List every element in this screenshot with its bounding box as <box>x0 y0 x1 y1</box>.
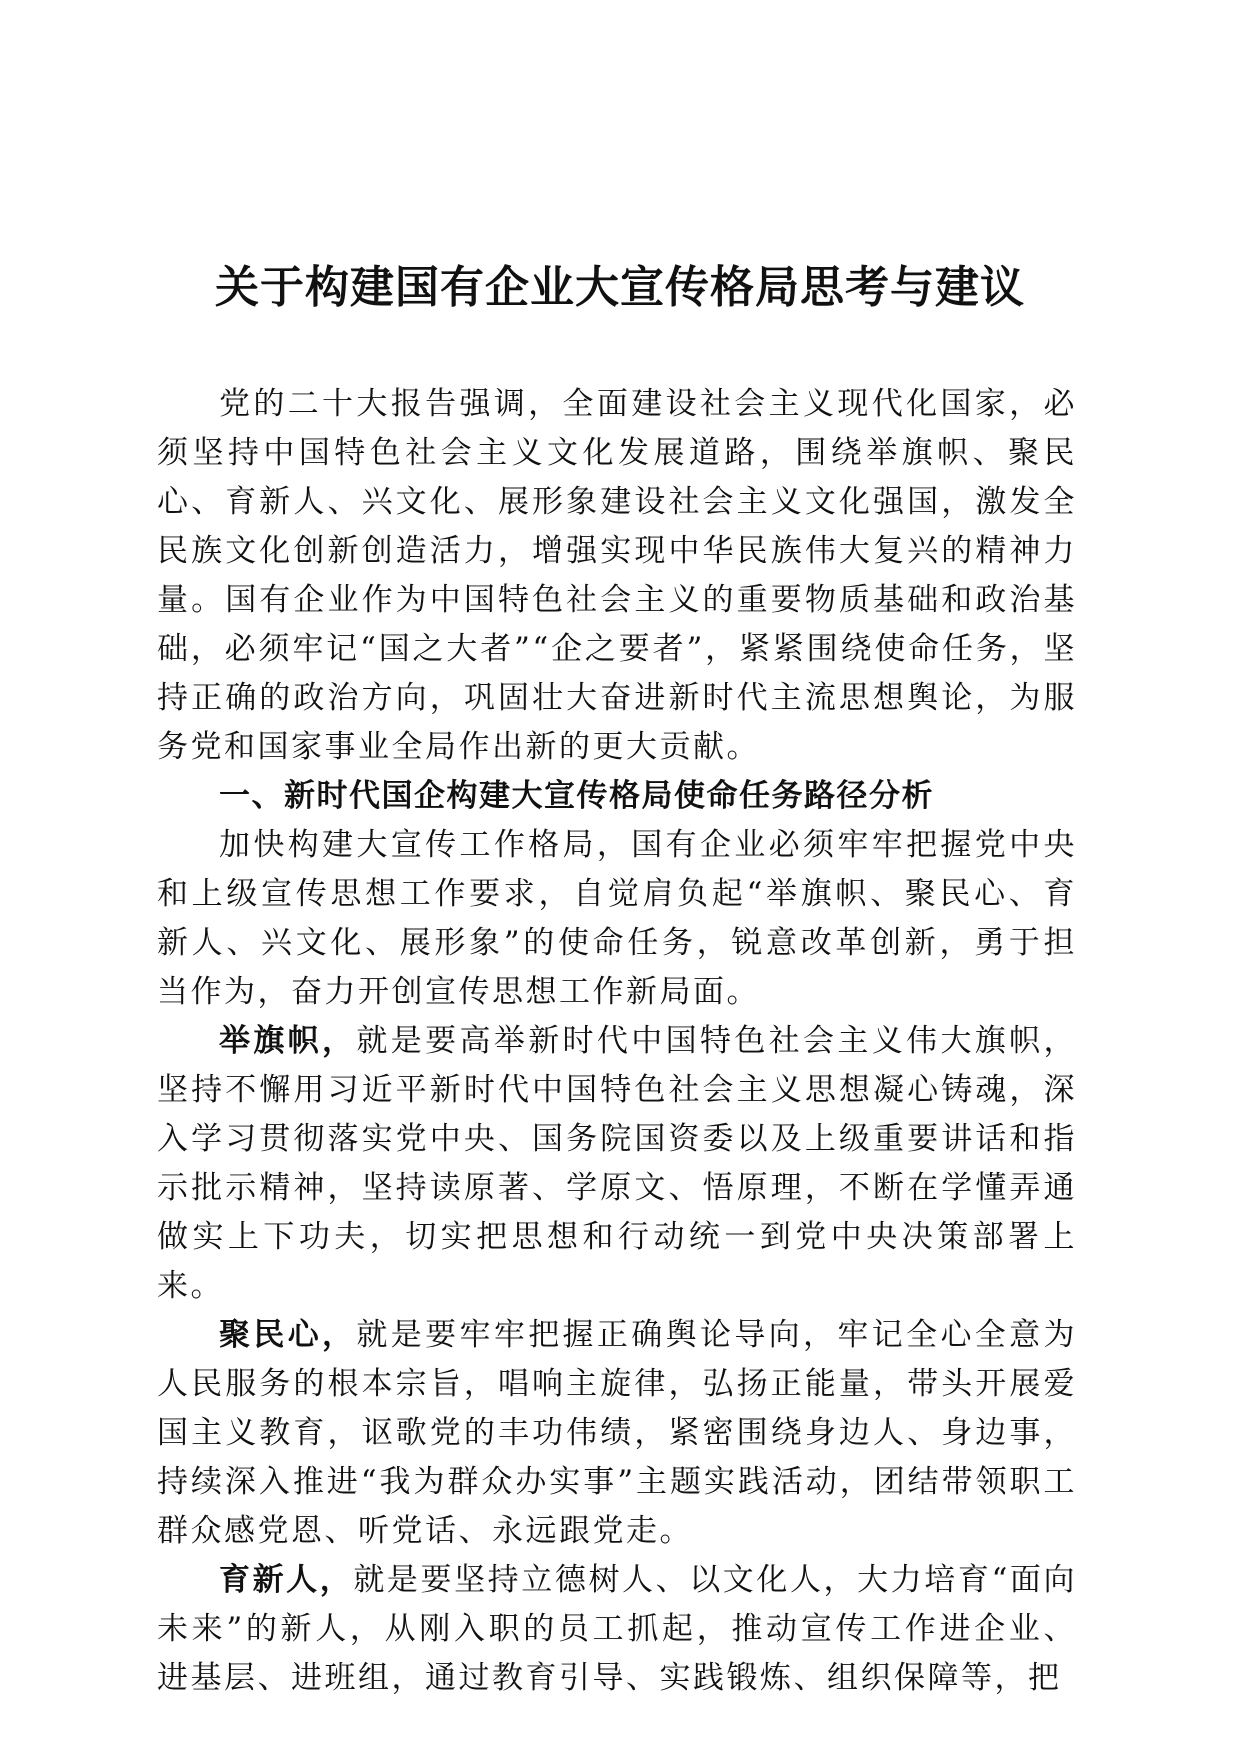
paragraph-cultivate-people <box>157 1556 1077 1703</box>
section-heading-1: 一、新时代国企构建大宣传格局使命任务路径分析 <box>219 778 934 814</box>
lead-term-raise-flag: 举旗帜， <box>219 1023 357 1059</box>
paragraph-mission: 加快构建大宣传工作格局，国有企业必须牢牢把握党中央和上级宣传思想工作要求，自觉肩负起“举旗帜、聚民心、育新人、兴文化、展形象”的使命任务，锐意改革创新，勇于担当作为，奋力开创宣传思想工作新局面。 <box>157 827 1077 1010</box>
document-body <box>157 380 1077 1703</box>
paragraph-intro: 党的二十大报告强调，全面建设社会主义现代化国家，必须坚持中国特色社会主义文化发展道路，围绕举旗帜、聚民心、育新人、兴文化、展形象建设社会主义文化强国，激发全民族文化创新创造活力，增强实现中华民族伟大复兴的精神力量。国有企业作为中国特色社会主义的重要物质基础和政治基础，必须牢记“国之大者”“企之要者”，紧紧围绕使命任务，坚持正确的政治方向，巩固壮大奋进新时代主流思想舆论，为服务党和国家事业全局作出新的更大贡献。 <box>157 386 1077 765</box>
paragraph-raise-flag-text: 就是要高举新时代中国特色社会主义伟大旗帜，坚持不懈用习近平新时代中国特色社会主义思想凝心铸魂，深入学习贯彻落实党中央、国务院国资委以及上级重要讲话和指示批示精神，坚持读原著、学原文、悟原理，不断在学懂弄通做实上下功夫，切实把思想和行动统一到党中央决策部署上来。 <box>157 1023 1078 1304</box>
lead-term-cultivate-people: 育新人， <box>219 1562 354 1598</box>
paragraph-raise-flag <box>157 1017 1077 1311</box>
lead-term-unite-hearts: 聚民心， <box>219 1317 357 1353</box>
document-title: 关于构建国有企业大宣传格局思考与建议 <box>215 262 1025 313</box>
paragraph-unite-hearts <box>157 1311 1077 1556</box>
paragraph-unite-hearts-text: 就是要牢牢把握正确舆论导向，牢记全心全意为人民服务的根本宗旨，唱响主旋律，弘扬正能量，带头开展爱国主义教育，讴歌党的丰功伟绩，紧密围绕身边人、身边事，持续深入推进“我为群众办实事”主题实践活动，团结带领职工群众感党恩、听党话、永远跟党走。 <box>157 1317 1078 1549</box>
paragraph-cultivate-people-text: 就是要坚持立德树人、以文化人，大力培育“面向未来”的新人，从刚入职的员工抓起，推动宣传工作进企业、进基层、进班组，通过教育引导、实践锻炼、组织保障等，把 <box>157 1562 1077 1696</box>
